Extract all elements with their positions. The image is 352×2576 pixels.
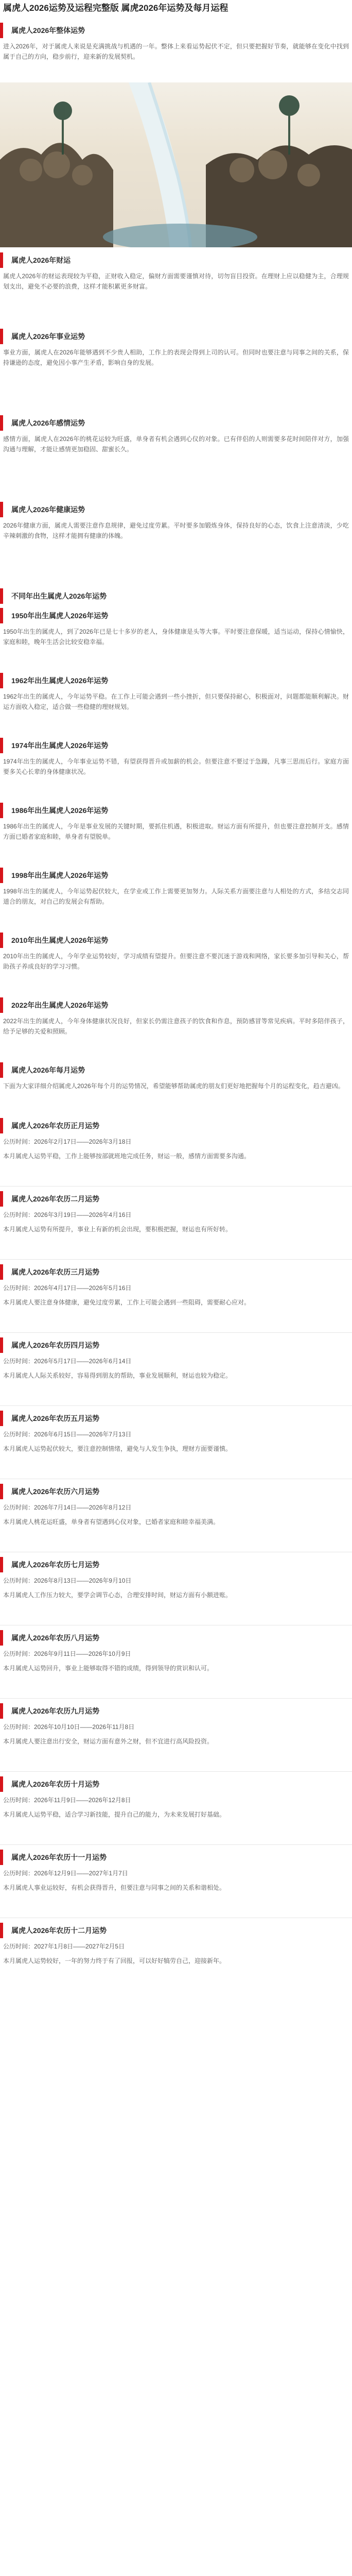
section-header-ages <box>0 588 352 604</box>
month-date-range: 公历时间：2026年4月17日——2026年5月16日 <box>3 1284 132 1292</box>
section-title: 1974年出生属虎人2026年运势 <box>11 741 109 750</box>
section-header-month-6 <box>0 1484 352 1499</box>
section-header-month-4 <box>0 1337 352 1353</box>
divider <box>0 1844 352 1845</box>
section-title: 属虎人2026年农历十一月运势 <box>11 1853 107 1861</box>
paragraph: 1998年出生的属虎人，今年运势起伏较大，在学业或工作上需要更加努力。人际关系方面要注意与人相处的方式，多结交志同道合的朋友，对自己的发展会有帮助。 <box>3 888 349 905</box>
section-header-1974 <box>0 738 352 753</box>
section-title: 属虎人2026年农历九月运势 <box>11 1707 100 1715</box>
section-title: 1998年出生属虎人2026年运势 <box>11 871 109 879</box>
section-title: 属虎人2026年农历十二月运势 <box>11 1926 107 1935</box>
section-title: 属虎人2026年健康运势 <box>11 505 85 514</box>
paragraph: 本月属虎人工作压力较大，要学会调节心态，合理安排时间，财运方面有小额进账。 <box>3 1591 232 1599</box>
section-header-1962 <box>0 673 352 688</box>
paragraph: 本月属虎人运势较好，一年的努力终于有了回报，可以好好犒劳自己，迎接新年。 <box>3 1957 226 1964</box>
paragraph: 1962年出生的属虎人，今年运势平稳。在工作上可能会遇到一些小挫折，但只要保持耐心，积极面对，问题都能顺利解决。财运方面收入稳定，适合做一些稳健的理财规划。 <box>3 693 349 710</box>
paragraph: 本月属虎人要注意出行安全，财运方面有意外之财，但不宜进行高风险投资。 <box>3 1738 214 1745</box>
section-title: 1962年出生属虎人2026年运势 <box>11 676 109 685</box>
section-header-career <box>0 329 352 344</box>
section-title: 不同年出生属虎人2026年运势 <box>11 592 107 600</box>
section-title: 属虎人2026年农历七月运势 <box>11 1561 100 1569</box>
month-date-range: 公历时间：2026年7月14日——2026年8月12日 <box>3 1504 132 1511</box>
divider <box>0 1698 352 1699</box>
section-title: 属虎人2026年财运 <box>11 256 71 264</box>
section-header-month-1 <box>0 1118 352 1133</box>
section-header-month-8 <box>0 1630 352 1646</box>
month-date-range: 公历时间：2026年6月15日——2026年7月13日 <box>3 1431 132 1438</box>
section-title: 属虎人2026年农历五月运势 <box>11 1414 100 1422</box>
month-date-range: 公历时间：2027年1月8日——2027年2月5日 <box>3 1943 125 1950</box>
paragraph: 1986年出生的属虎人，今年是事业发展的关键时期，要抓住机遇，积极进取。财运方面有所提升，但也要注意控制开支。感情方面已婚者家庭和睦，单身者有望脱单。 <box>3 823 349 840</box>
paragraph: 本月属虎人桃花运旺盛，单身者有望遇到心仪对象，已婚者家庭和睦幸福美满。 <box>3 1518 220 1526</box>
month-date-range: 公历时间：2026年12月9日——2027年1月7日 <box>3 1870 128 1877</box>
section-title: 2022年出生属虎人2026年运势 <box>11 1001 109 1009</box>
month-date-range: 公历时间：2026年8月13日——2026年9月10日 <box>3 1577 132 1584</box>
paragraph: 本月属虎人事业运较好，有机会获得晋升，但要注意与同事之间的关系和谐相处。 <box>3 1884 226 1891</box>
section-title: 属虎人2026年农历三月运势 <box>11 1268 100 1276</box>
paragraph: 本月属虎人运势平稳，工作上能够按部就班地完成任务，财运一般，感情方面需要多沟通。 <box>3 1153 251 1160</box>
paragraph: 本月属虎人要注意身体健康，避免过度劳累，工作上可能会遇到一些阻碍，需要耐心应对。 <box>3 1299 251 1306</box>
section-header-2010 <box>0 933 352 948</box>
section-header-month-12 <box>0 1923 352 1938</box>
paragraph: 本月属虎人运势起伏较大，要注意控制情绪，避免与人发生争执，理财方面要谨慎。 <box>3 1445 232 1452</box>
divider <box>0 1771 352 1772</box>
landscape-illustration <box>0 82 352 247</box>
month-date-range: 公历时间：2026年5月17日——2026年6月14日 <box>3 1358 132 1365</box>
section-title: 2010年出生属虎人2026年运势 <box>11 936 109 944</box>
section-title: 属虎人2026年农历二月运势 <box>11 1195 100 1203</box>
month-date-range: 公历时间：2026年2月17日——2026年3月18日 <box>3 1138 132 1145</box>
section-header-1950 <box>0 608 352 623</box>
paragraph: 事业方面，属虎人在2026年能够遇到不少贵人相助，工作上的表现会得到上司的认可。但同时也要注意与同事之间的关系，保持谦逊的态度，避免因小事产生矛盾，影响自身的发展。 <box>3 349 349 366</box>
month-date-range: 公历时间：2026年3月19日——2026年4月16日 <box>3 1211 132 1218</box>
section-header-1986 <box>0 803 352 818</box>
paragraph: 2010年出生的属虎人，今年学业运势较好，学习成绩有望提升。但要注意不要沉迷于游戏和网络，家长要多加引导和关心，帮助孩子养成良好的学习习惯。 <box>3 953 349 970</box>
section-header-month-11 <box>0 1850 352 1865</box>
month-date-range: 公历时间：2026年9月11日——2026年10月9日 <box>3 1650 131 1657</box>
section-title: 1986年出生属虎人2026年运势 <box>11 806 109 815</box>
paragraph: 本月属虎人运势有所提升，事业上有新的机会出现，要积极把握，财运也有所好转。 <box>3 1226 232 1233</box>
page-title: 属虎人2026运势及运程完整版 属虎2026年运势及每月运程 <box>3 3 228 13</box>
section-title: 属虎人2026年农历八月运势 <box>11 1634 100 1642</box>
paragraph: 2022年出生的属虎人，今年身体健康状况良好，但家长仍需注意孩子的饮食和作息，预防感冒等常见疾病。平时多陪伴孩子，给予足够的关爱和照顾。 <box>3 1018 349 1035</box>
section-header-month-5 <box>0 1411 352 1426</box>
section-header-month-10 <box>0 1776 352 1792</box>
section-title: 属虎人2026年事业运势 <box>11 332 85 341</box>
section-header-wealth <box>0 252 352 268</box>
divider <box>0 1259 352 1260</box>
paragraph: 本月属虎人运势平稳，适合学习新技能，提升自己的能力，为未来发展打好基础。 <box>3 1811 226 1818</box>
section-title: 属虎人2026年农历十月运势 <box>11 1780 100 1788</box>
section-header-2022 <box>0 997 352 1013</box>
section-header-monthly <box>0 1062 352 1078</box>
section-title: 属虎人2026年整体运势 <box>11 26 85 35</box>
divider <box>0 1186 352 1187</box>
paragraph: 进入2026年，对于属虎人来说是充满挑战与机遇的一年。整体上来看运势起伏不定，但只要把握好节奏，就能够在变化中找到属于自己的方向，稳步前行，迎来新的发展契机。 <box>3 43 349 60</box>
section-header-health <box>0 502 352 517</box>
section-header-month-3 <box>0 1264 352 1280</box>
section-header-month-2 <box>0 1191 352 1207</box>
section-header-month-7 <box>0 1557 352 1572</box>
paragraph: 属虎人2026年的财运表现较为平稳，正财收入稳定，偏财方面需要谨慎对待，切勿盲目投资。在理财上应以稳健为主，合理规划支出，避免不必要的浪费，这样才能积累更多财富。 <box>3 273 349 290</box>
paragraph: 2026年健康方面，属虎人需要注意作息规律，避免过度劳累。平时要多加锻炼身体，保持良好的心态，饮食上注意清淡，少吃辛辣刺激的食物，这样才能拥有健康的体魄。 <box>3 522 349 539</box>
month-date-range: 公历时间：2026年10月10日——2026年11月8日 <box>3 1723 135 1731</box>
section-title: 属虎人2026年农历六月运势 <box>11 1487 100 1496</box>
paragraph: 下面为大家详细介绍属虎人2026年每个月的运势情况，希望能够帮助属虎的朋友们更好地把握每个月的运程变化，趋吉避凶。 <box>3 1082 344 1090</box>
section-title: 属虎人2026年农历四月运势 <box>11 1341 100 1349</box>
paragraph: 1974年出生的属虎人，今年事业运势不错，有望获得晋升或加薪的机会。但要注意不要过于急躁，凡事三思而后行。家庭方面要多关心长辈的身体健康状况。 <box>3 758 349 775</box>
section-header-1998 <box>0 868 352 883</box>
month-date-range: 公历时间：2026年11月9日——2026年12月8日 <box>3 1797 131 1804</box>
section-title: 1950年出生属虎人2026年运势 <box>11 612 109 620</box>
section-header-love <box>0 415 352 431</box>
section-title: 属虎人2026年感情运势 <box>11 419 85 427</box>
paragraph: 本月属虎人人际关系较好，容易得到朋友的帮助，事业发展顺利，财运也较为稳定。 <box>3 1372 232 1379</box>
divider <box>0 1405 352 1406</box>
section-header-month-9 <box>0 1703 352 1719</box>
paragraph: 感情方面，属虎人在2026年的桃花运较为旺盛，单身者有机会遇到心仪的对象。已有伴侣的人则需要多花时间陪伴对方，加强沟通与理解，才能让感情更加稳固、甜蜜长久。 <box>3 435 349 453</box>
section-header-overall <box>0 23 352 38</box>
section-title: 属虎人2026年每月运势 <box>11 1066 85 1074</box>
paragraph: 1950年出生的属虎人，到了2026年已是七十多岁的老人，身体健康是头等大事。平时要注意保暖，适当运动，保持心情愉快，家庭和睦，晚年生活会比较安稳幸福。 <box>3 628 349 646</box>
section-title: 属虎人2026年农历正月运势 <box>11 1122 100 1130</box>
paragraph: 本月属虎人运势回升，事业上能够取得不错的成绩，得到领导的赏识和认可。 <box>3 1665 214 1672</box>
divider <box>0 1332 352 1333</box>
